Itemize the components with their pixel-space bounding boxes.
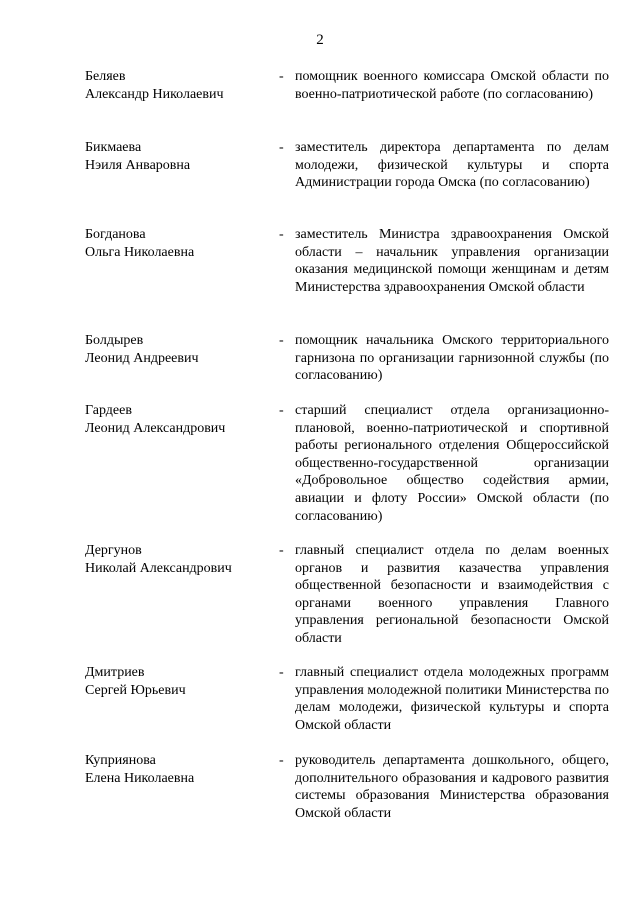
member-role: заместитель Министра здравоохранения Омской области – начальник управления организации оказания медицинской помощи женщинам и детям Министерства здравоохранения Омской области <box>295 227 609 295</box>
separator-dash: - <box>279 665 284 680</box>
separator-dash: - <box>279 69 284 84</box>
member-given-names: Нэиля Анваровна <box>85 157 191 173</box>
member-role: главный специалист отдела молодежных программ управления молодежной политики Министерства по делам молодежи, физической культуры и спорта Омской области <box>295 665 609 733</box>
member-role: руководитель департамента дошкольного, общего, дополнительного образования и кадрового развития системы образования Министерства образования Омской области <box>295 753 609 821</box>
member-name <box>85 542 275 577</box>
member-name <box>85 332 275 367</box>
member-name <box>85 752 275 787</box>
separator-dash: - <box>279 140 284 155</box>
member-name <box>85 402 275 437</box>
separator-dash: - <box>279 227 284 242</box>
page-number: 2 <box>316 32 324 48</box>
member-name <box>85 68 275 103</box>
member-name <box>85 664 275 699</box>
member-surname: Дмитриев <box>85 665 145 680</box>
member-given-names: Николай Александрович <box>85 560 232 576</box>
member-given-names: Елена Николаевна <box>85 770 195 786</box>
member-role: старший специалист отдела организационно-плановой, военно-патриотической и спортивной работы регионального отделения Общероссийской общественно-государственной организации «Добровольное общество содействия армии, авиации и флоту России» Омской области (по согласованию) <box>295 403 609 524</box>
member-given-names: Леонид Андреевич <box>85 350 199 366</box>
member-given-names: Александр Николаевич <box>85 86 224 102</box>
member-given-names: Леонид Александрович <box>85 420 226 436</box>
member-surname: Дергунов <box>85 543 142 558</box>
member-surname: Гардеев <box>85 403 132 418</box>
separator-dash: - <box>279 543 284 558</box>
member-surname: Куприянова <box>85 753 156 768</box>
member-surname: Беляев <box>85 69 126 84</box>
member-role: заместитель директора департамента по делам молодежи, физической культуры и спорта Администрации города Омска (по согласованию) <box>295 140 609 191</box>
separator-dash: - <box>279 403 284 418</box>
member-role: помощник военного комиссара Омской области по военно-патриотической работе (по согласованию) <box>295 69 609 102</box>
member-given-names: Ольга Николаевна <box>85 244 195 260</box>
member-surname: Богданова <box>85 227 146 242</box>
member-name <box>85 139 275 174</box>
member-role: главный специалист отдела по делам военных органов и развития казачества управления общественной безопасности и взаимодействия с органами военного управления Главного управления региональной безопасности Омской области <box>295 543 609 646</box>
separator-dash: - <box>279 333 284 348</box>
member-surname: Бикмаева <box>85 140 142 155</box>
separator-dash: - <box>279 753 284 768</box>
member-name <box>85 226 275 261</box>
member-surname: Болдырев <box>85 333 144 348</box>
member-role: помощник начальника Омского территориального гарнизона по организации гарнизонной службы (по согласованию) <box>295 333 609 384</box>
member-given-names: Сергей Юрьевич <box>85 682 186 698</box>
